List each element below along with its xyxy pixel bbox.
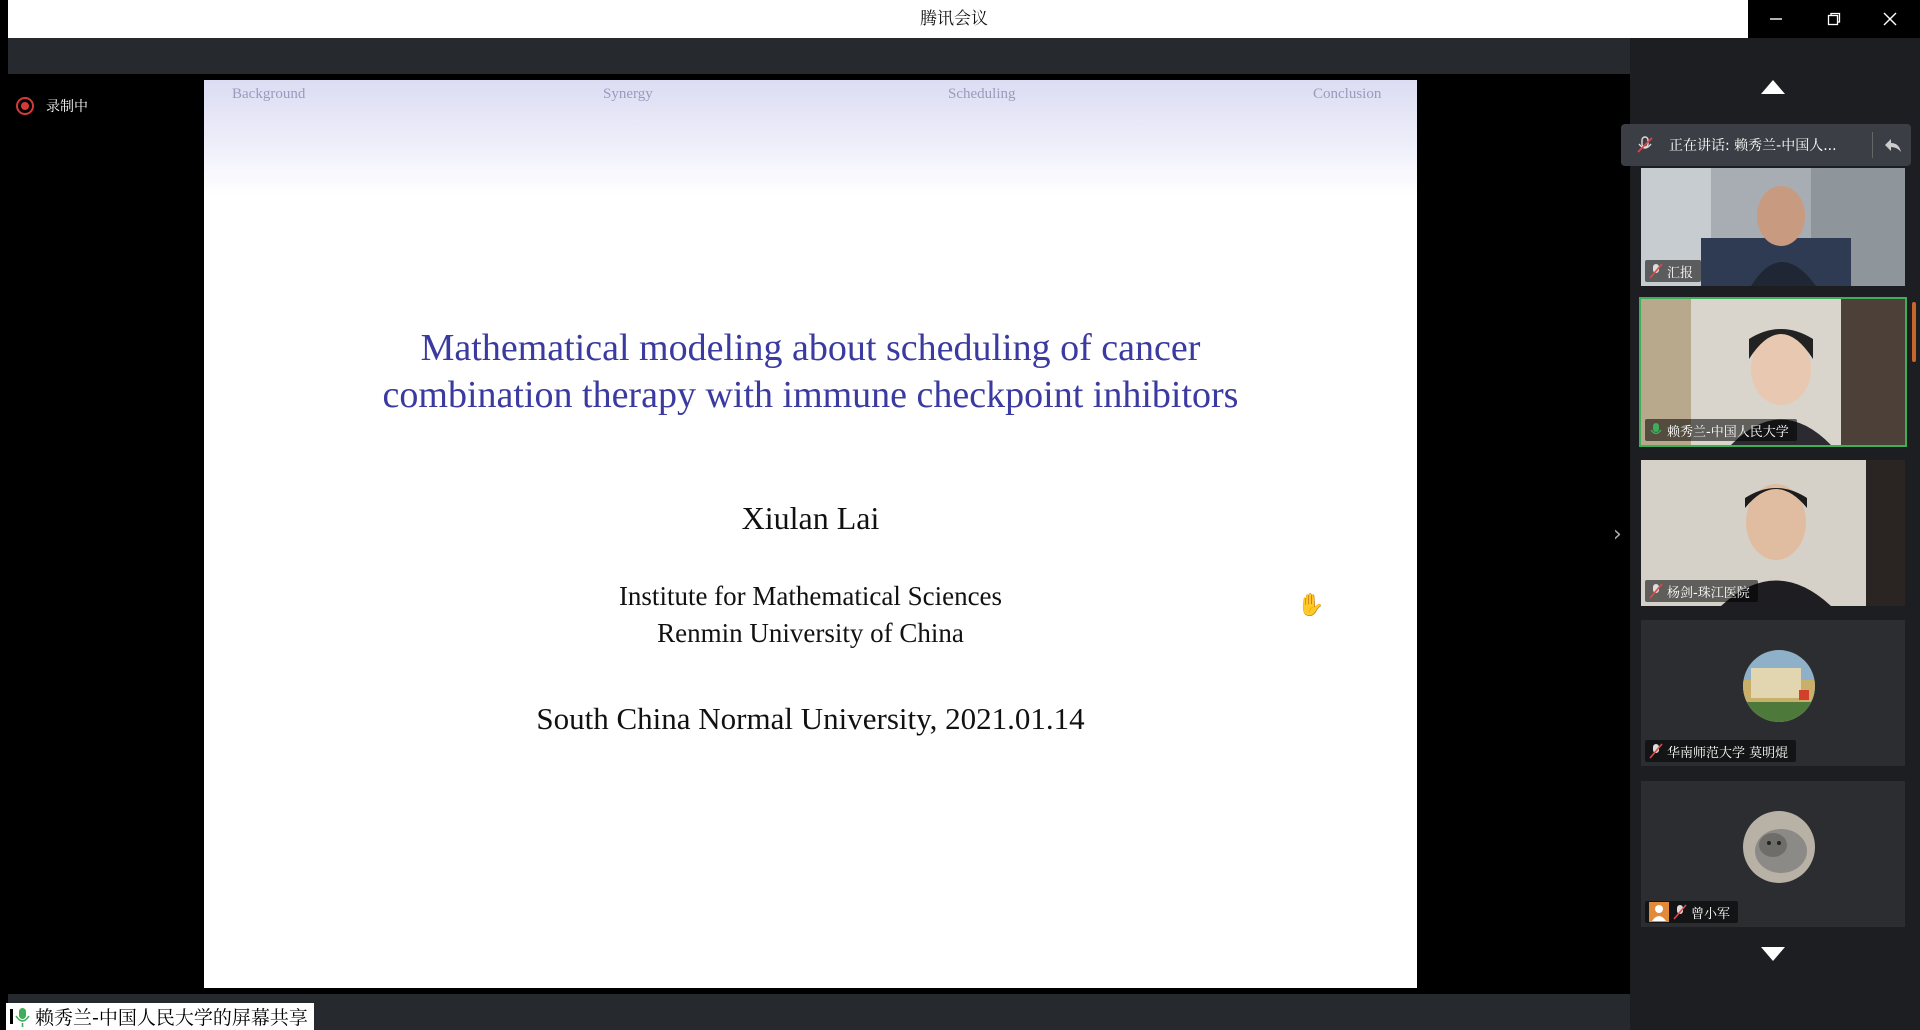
slide-nav-conclusion: Conclusion	[1313, 86, 1382, 102]
slide-nav-scheduling: Scheduling	[948, 86, 1016, 102]
participant-tile-3[interactable]	[1641, 460, 1905, 606]
participant-label	[1645, 260, 1701, 282]
minimize-button[interactable]	[1748, 0, 1804, 38]
screen-share-label	[6, 1003, 314, 1030]
participant-name: 华南师范大学 莫明焜	[1667, 745, 1789, 761]
slide-affiliation-line2: Renmin University of China	[657, 618, 964, 648]
speaking-label: 正在讲话: 赖秀兰-中国人...	[1669, 138, 1837, 154]
presentation-slide	[204, 80, 1417, 988]
muted-mic-icon	[1649, 583, 1663, 599]
top-toolbar-strip	[8, 38, 1630, 74]
participant-label	[1645, 740, 1796, 762]
divider	[1872, 132, 1873, 158]
slide-title	[204, 325, 1417, 419]
participant-label	[1645, 580, 1758, 602]
active-mic-icon	[1649, 422, 1663, 438]
restore-button[interactable]	[1806, 0, 1862, 38]
active-mic-icon	[10, 1006, 32, 1028]
user-icon	[1649, 902, 1669, 922]
participant-label	[1645, 901, 1738, 923]
restore-icon	[1827, 12, 1841, 26]
slide-title-line2: combination therapy with immune checkpoint inhibitors	[382, 374, 1239, 416]
recording-indicator[interactable]	[16, 96, 88, 116]
participant-name: 赖秀兰-中国人民大学	[1667, 424, 1789, 440]
muted-mic-icon	[1635, 135, 1655, 155]
collapse-sidebar-icon[interactable]: ›	[1613, 522, 1622, 547]
participant-tile-4[interactable]	[1641, 620, 1905, 766]
muted-mic-icon	[1649, 263, 1663, 279]
slide-nav-synergy: Synergy	[603, 86, 653, 102]
avatar	[1743, 650, 1815, 722]
scroll-up-icon[interactable]	[1761, 80, 1785, 94]
speaking-indicator	[1621, 124, 1911, 166]
close-icon	[1883, 12, 1897, 26]
slide-header	[204, 80, 1417, 195]
hand-cursor-icon: ✋	[1297, 593, 1325, 618]
close-button[interactable]	[1862, 0, 1918, 38]
participant-tile-2[interactable]	[1641, 299, 1905, 445]
participant-tile-5[interactable]	[1641, 781, 1905, 927]
recording-label: 录制中	[46, 99, 88, 115]
participant-name: 汇报	[1667, 265, 1694, 281]
participant-tile-1[interactable]	[1641, 168, 1905, 286]
record-icon	[16, 97, 34, 115]
participant-name: 曾小军	[1691, 906, 1731, 922]
slide-title-line1: Mathematical modeling about scheduling of cancer	[420, 327, 1201, 369]
participant-name: 杨剑-珠江医院	[1667, 585, 1750, 601]
title-bar	[0, 0, 1920, 38]
slide-venue: South China Normal University, 2021.01.14	[536, 701, 1085, 736]
avatar	[1743, 811, 1815, 883]
slide-nav-background: Background	[232, 86, 306, 102]
sidebar-scrollbar[interactable]	[1912, 302, 1916, 362]
slide-author: Xiulan Lai	[741, 500, 880, 536]
scroll-down-icon[interactable]	[1761, 947, 1785, 961]
window-title: 腾讯会议	[920, 9, 988, 29]
slide-affiliation-line1: Institute for Mathematical Sciences	[618, 581, 1003, 611]
participant-label	[1645, 419, 1797, 441]
muted-mic-icon	[1649, 743, 1663, 759]
share-label-text: 赖秀兰-中国人民大学的屏幕共享	[35, 1007, 308, 1029]
reply-icon[interactable]	[1883, 136, 1903, 154]
minimize-icon	[1769, 12, 1783, 26]
muted-mic-icon	[1673, 904, 1687, 920]
